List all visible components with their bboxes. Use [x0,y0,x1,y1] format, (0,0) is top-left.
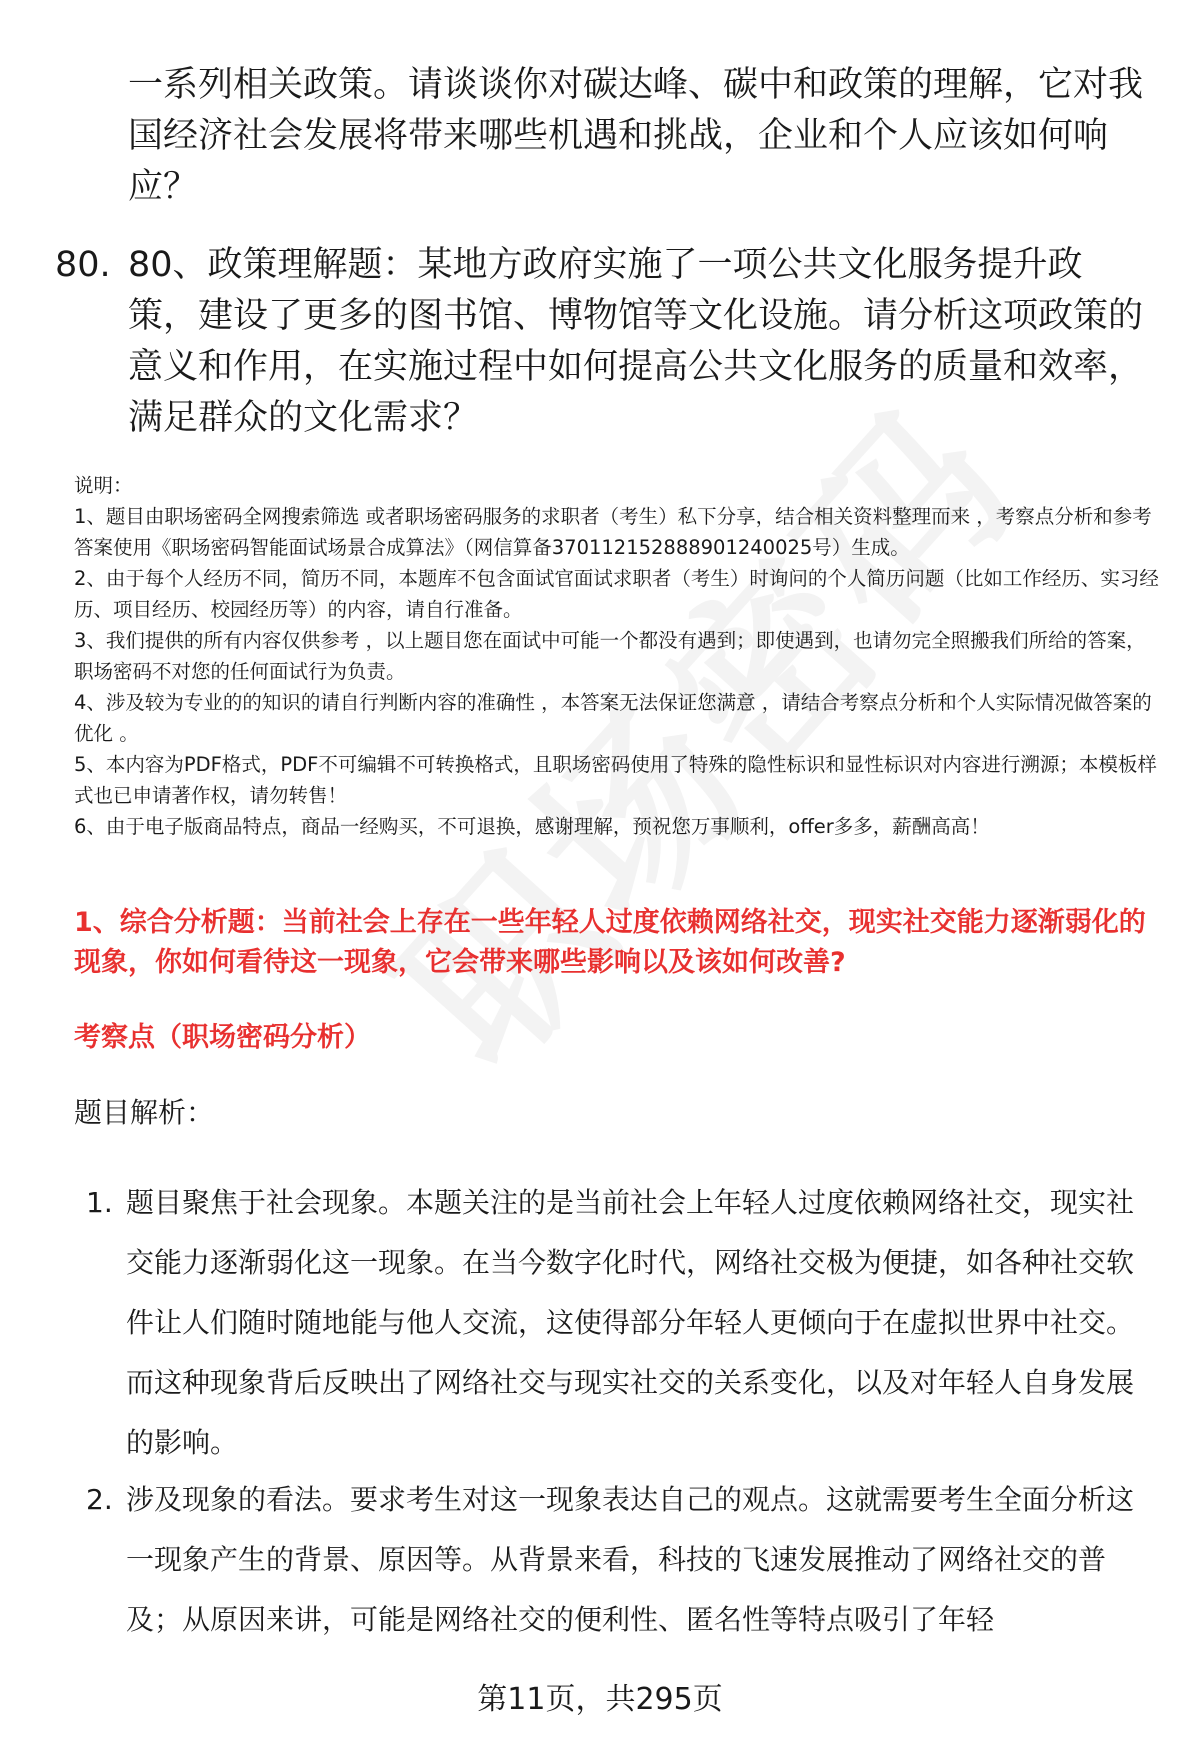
notes-heading: 说明： [74,474,133,497]
item-text: 80、政策理解题：某地方政府实施了一项公共文化服务提升政策，建设了更多的图书馆、博物馆等文化设施。请分析这项政策的意义和作用，在实施过程中如何提高公共文化服务的质量和效率，满足群众的文化需求？ [128,245,1144,438]
page-footer: 第11页，共295页 [477,1682,723,1717]
point-text: 题目聚焦于社会现象。本题关注的是当前社会上年轻人过度依赖网络社交，现实社交能力逐渐弱化这一现象。在当今数字化时代，网络社交极为便捷，如各种社交软件让人们随时随地能与他人交流，这使得部分年轻人更倾向于在虚拟世界中社交。而这种现象背后反映出了网络社交与现实社交的关系变化，以及对年轻人自身发展的影响。 [126,1186,1135,1459]
notes-line: 6、由于电子版商品特点，商品一经购买，不可退换，感谢理解，预祝您万事顺利，offer多多，薪酬高高！ [74,815,990,838]
question-heading: 1、综合分析题：当前社会上存在一些年轻人过度依赖网络社交，现实社交能力逐渐弱化的现象，你如何看待这一现象，它会带来哪些影响以及该如何改善? [74,907,1146,978]
point-number: 2. [86,1483,113,1516]
item-number: 80. [55,245,111,285]
analysis-label: 题目解析： [74,1096,215,1129]
notes-line: 4、涉及较为专业的的知识的请自行判断内容的准确性 ，本答案无法保证您满意 ，请结合考察点分析和个人实际情况做答案的优化 。 [74,691,1152,745]
notes-line: 2、由于每个人经历不同，简历不同，本题库不包含面试官面试求职者（考生）时询问的个人简历问题（比如工作经历、实习经历、项目经历、校园经历等）的内容，请自行准备。 [74,567,1159,621]
notes-line: 1、题目由职场密码全网搜索筛选 或者职场密码服务的求职者（考生）私下分享，结合相关资料整理而来 ，考察点分析和参考答案使用《职场密码智能面试场景合成算法》（网信算备370112152888901240025号）生成。 [74,505,1152,559]
section-title: 考察点（职场密码分析） [74,1022,371,1053]
notes-line: 5、本内容为PDF格式，PDF不可编辑不可转换格式，且职场密码使用了特殊的隐性标识和显性标识对内容进行溯源；本模板样式也已申请著作权，请勿转售！ [74,753,1157,807]
notes-section [74,470,1164,842]
point-number: 1. [86,1186,113,1219]
item-text: 一系列相关政策。请谈谈你对碳达峰、碳中和政策的理解，它对我国经济社会发展将带来哪些机遇和挑战，企业和个人应该如何响应？ [128,65,1144,207]
point-text: 涉及现象的看法。要求考生对这一现象表达自己的观点。这就需要考生全面分析这一现象产生的背景、原因等。从背景来看，科技的飞速发展推动了网络社交的普及；从原因来讲，可能是网络社交的便利性、匿名性等特点吸引了年轻 [126,1483,1135,1636]
notes-line: 3、我们提供的所有内容仅供参考 ，以上题目您在面试中可能一个都没有遇到；即使遇到，也请勿完全照搬我们所给的答案，职场密码不对您的任何面试行为负责。 [74,629,1146,683]
